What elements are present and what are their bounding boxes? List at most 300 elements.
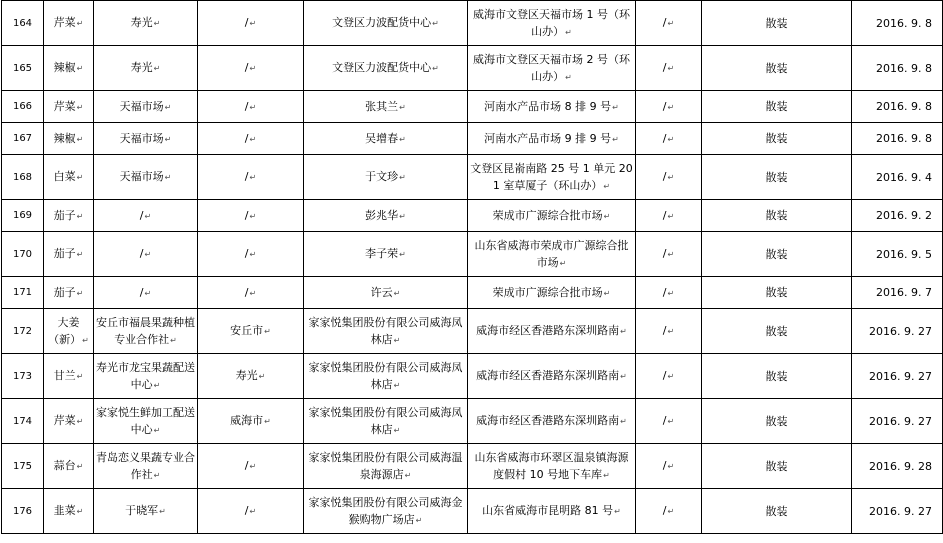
table-body	[2, 1, 943, 534]
date-cell	[852, 489, 943, 534]
product-name-cell	[44, 200, 94, 232]
paragraph-mark-icon: ↵	[249, 102, 257, 112]
origin-cell	[94, 277, 198, 309]
origin-cell-text: /	[139, 208, 144, 222]
paragraph-mark-icon: ↵	[667, 327, 675, 336]
table-row	[2, 309, 943, 354]
row-number-cell-text: 170	[12, 248, 33, 260]
product-name-cell-text: 茄子	[53, 285, 76, 299]
product-name-cell-text: 白菜	[53, 170, 76, 183]
address-cell	[468, 489, 636, 534]
paragraph-mark-icon: ↵	[249, 288, 257, 298]
packaging-cell	[702, 489, 852, 534]
packaging-cell	[702, 444, 852, 489]
paragraph-mark-icon: ↵	[76, 64, 84, 73]
region-cell-text: /	[244, 247, 249, 260]
product-name-cell	[44, 277, 94, 309]
table-row	[2, 277, 943, 309]
origin-cell	[94, 232, 198, 277]
row-number-cell	[2, 232, 44, 277]
product-name-cell	[44, 489, 94, 534]
supplier-cell-text: 家家悦集团股份有限公司威海凤林店	[308, 405, 463, 436]
address-cell-text: 山东省威海市环翠区温泉镇海源度假村 10 号地下车库	[474, 450, 629, 481]
date-cell-text: 2016. 9. 8	[876, 132, 932, 145]
table-row	[2, 46, 943, 91]
supplier-cell-text: 吴增春	[365, 131, 399, 145]
supplier-cell-text: 于文珍	[365, 170, 399, 183]
paragraph-mark-icon: ↵	[76, 173, 84, 182]
paragraph-mark-icon: ↵	[153, 64, 161, 73]
origin-cell-text: /	[139, 247, 144, 260]
region-cell	[198, 200, 304, 232]
row-number-cell-text: 164	[12, 17, 33, 29]
supplier-cell	[304, 354, 468, 399]
paragraph-mark-icon: ↵	[399, 173, 406, 182]
supplier-cell	[304, 309, 468, 354]
region-cell	[198, 444, 304, 489]
region-cell-text: 威海市	[230, 414, 264, 427]
packaging-cell-text: 散装	[765, 132, 788, 145]
origin-cell	[94, 354, 198, 399]
origin-cell	[94, 91, 198, 123]
product-name-cell-text: 蒜台	[53, 459, 76, 472]
paragraph-mark-icon: ↵	[393, 380, 401, 390]
extra-cell	[636, 232, 702, 277]
paragraph-mark-icon: ↵	[82, 335, 89, 345]
origin-cell	[94, 200, 198, 232]
extra-cell-text: /	[662, 247, 667, 260]
supplier-cell-text: 张其兰	[365, 99, 399, 113]
paragraph-mark-icon: ↵	[76, 102, 84, 112]
paragraph-mark-icon: ↵	[153, 470, 161, 480]
paragraph-mark-icon: ↵	[264, 327, 271, 336]
product-name-cell-text: 辣椒	[53, 61, 76, 74]
address-cell	[468, 200, 636, 232]
paragraph-mark-icon: ↵	[164, 134, 172, 144]
region-cell-text: /	[244, 170, 249, 183]
sampling-table	[1, 0, 943, 534]
extra-cell	[636, 309, 702, 354]
product-name-cell	[44, 123, 94, 155]
address-cell-text: 威海市文登区天福市场 1 号（环山办）	[473, 7, 630, 38]
supplier-cell	[304, 489, 468, 534]
packaging-cell	[702, 354, 852, 399]
origin-cell	[94, 123, 198, 155]
paragraph-mark-icon: ↵	[612, 102, 619, 112]
origin-cell	[94, 155, 198, 200]
paragraph-mark-icon: ↵	[667, 288, 675, 298]
origin-cell-text: 天福市场	[119, 170, 164, 183]
paragraph-mark-icon: ↵	[144, 211, 152, 221]
address-cell	[468, 399, 636, 444]
paragraph-mark-icon: ↵	[76, 372, 84, 381]
region-cell	[198, 309, 304, 354]
supplier-cell-text: 许云	[370, 285, 393, 299]
date-cell-text: 2016. 9. 8	[876, 100, 932, 113]
product-name-cell-text: 茄子	[53, 208, 76, 222]
product-name-cell	[44, 354, 94, 399]
extra-cell-text: /	[662, 131, 667, 145]
table-row	[2, 91, 943, 123]
paragraph-mark-icon: ↵	[620, 327, 627, 336]
region-cell	[198, 354, 304, 399]
region-cell-text: /	[244, 459, 249, 472]
supplier-cell-text: 家家悦集团股份有限公司威海金猴购物广场店	[308, 495, 463, 526]
extra-cell	[636, 123, 702, 155]
supplier-cell-text: 文登区力波配货中心	[332, 16, 432, 29]
packaging-cell-text: 散装	[765, 324, 788, 338]
date-cell-text: 2016. 9. 5	[876, 247, 932, 261]
region-cell	[198, 1, 304, 46]
product-name-cell-text: 辣椒	[53, 131, 76, 145]
extra-cell	[636, 91, 702, 123]
origin-cell	[94, 46, 198, 91]
region-cell-text: 安丘市	[230, 324, 264, 337]
address-cell-text: 河南水产品市场 8 排 9 号	[484, 99, 612, 113]
row-number-cell	[2, 489, 44, 534]
product-name-cell	[44, 232, 94, 277]
origin-cell	[94, 399, 198, 444]
address-cell-text: 河南水产品市场 9 排 9 号	[484, 131, 612, 145]
table-row	[2, 444, 943, 489]
paragraph-mark-icon: ↵	[249, 134, 257, 144]
address-cell	[468, 46, 636, 91]
supplier-cell-text: 文登区力波配货中心	[332, 61, 432, 74]
paragraph-mark-icon: ↵	[170, 335, 177, 345]
region-cell	[198, 46, 304, 91]
paragraph-mark-icon: ↵	[404, 470, 412, 480]
product-name-cell	[44, 444, 94, 489]
paragraph-mark-icon: ↵	[159, 507, 166, 516]
packaging-cell	[702, 46, 852, 91]
origin-cell	[94, 444, 198, 489]
origin-cell-text: 天福市场	[119, 99, 164, 113]
row-number-cell-text: 175	[12, 460, 33, 472]
row-number-cell-text: 167	[12, 133, 33, 144]
address-cell-text: 山东省威海市荣成市广源综合批市场	[474, 238, 629, 269]
extra-cell	[636, 155, 702, 200]
extra-cell-text: /	[662, 16, 667, 29]
paragraph-mark-icon: ↵	[667, 372, 675, 381]
packaging-cell-text: 散装	[765, 61, 788, 75]
date-cell-text: 2016. 9. 27	[869, 369, 932, 383]
row-number-cell-text: 172	[12, 325, 33, 337]
paragraph-mark-icon: ↵	[432, 19, 439, 28]
origin-cell-text: 于晓军	[125, 504, 159, 517]
paragraph-mark-icon: ↵	[667, 173, 675, 182]
packaging-cell	[702, 309, 852, 354]
paragraph-mark-icon: ↵	[144, 288, 152, 298]
packaging-cell-text: 散装	[765, 247, 788, 261]
region-cell	[198, 489, 304, 534]
paragraph-mark-icon: ↵	[667, 102, 675, 112]
paragraph-mark-icon: ↵	[144, 250, 152, 259]
paragraph-mark-icon: ↵	[603, 181, 611, 191]
product-name-cell	[44, 91, 94, 123]
paragraph-mark-icon: ↵	[620, 417, 627, 426]
address-cell	[468, 123, 636, 155]
table-row	[2, 354, 943, 399]
row-number-cell	[2, 277, 44, 309]
product-name-cell-text: 大姜（新）	[48, 315, 82, 346]
date-cell-text: 2016. 9. 8	[876, 16, 932, 30]
row-number-cell	[2, 399, 44, 444]
origin-cell-text: 家家悦生鲜加工配送中心	[96, 405, 195, 436]
table-row	[2, 123, 943, 155]
paragraph-mark-icon: ↵	[153, 380, 161, 390]
origin-cell-text: /	[139, 285, 144, 299]
address-cell	[468, 309, 636, 354]
address-cell	[468, 354, 636, 399]
paragraph-mark-icon: ↵	[667, 64, 675, 73]
address-cell	[468, 155, 636, 200]
region-cell-text: 寿光	[235, 369, 258, 382]
paragraph-mark-icon: ↵	[667, 417, 675, 426]
paragraph-mark-icon: ↵	[565, 72, 572, 82]
paragraph-mark-icon: ↵	[249, 250, 257, 259]
extra-cell-text: /	[662, 285, 667, 299]
origin-cell-text: 安丘市福晨果蔬种植专业合作社	[96, 315, 195, 346]
paragraph-mark-icon: ↵	[264, 417, 271, 426]
packaging-cell	[702, 232, 852, 277]
paragraph-mark-icon: ↵	[76, 19, 84, 28]
origin-cell	[94, 1, 198, 46]
paragraph-mark-icon: ↵	[76, 134, 84, 144]
region-cell	[198, 399, 304, 444]
table-row	[2, 399, 943, 444]
paragraph-mark-icon: ↵	[612, 134, 619, 144]
product-name-cell	[44, 309, 94, 354]
extra-cell	[636, 354, 702, 399]
address-cell-text: 荣成市广源综合批市场	[492, 208, 603, 222]
paragraph-mark-icon: ↵	[667, 507, 675, 516]
supplier-cell-text: 家家悦集团股份有限公司威海凤林店	[308, 315, 463, 346]
row-number-cell-text: 165	[12, 62, 33, 74]
address-cell-text: 威海市经区香港路东深圳路南	[476, 324, 620, 337]
region-cell-text: /	[244, 504, 249, 517]
address-cell	[468, 91, 636, 123]
paragraph-mark-icon: ↵	[164, 102, 172, 112]
date-cell	[852, 399, 943, 444]
paragraph-mark-icon: ↵	[249, 173, 257, 182]
supplier-cell	[304, 1, 468, 46]
packaging-cell-text: 散装	[765, 16, 788, 30]
origin-cell-text: 寿光	[130, 16, 153, 29]
paragraph-mark-icon: ↵	[399, 134, 406, 144]
region-cell	[198, 277, 304, 309]
row-number-cell	[2, 46, 44, 91]
row-number-cell	[2, 200, 44, 232]
paragraph-mark-icon: ↵	[153, 425, 161, 435]
supplier-cell	[304, 444, 468, 489]
extra-cell-text: /	[662, 99, 667, 113]
paragraph-mark-icon: ↵	[76, 211, 84, 221]
row-number-cell-text: 168	[12, 171, 33, 183]
product-name-cell-text: 芹菜	[53, 414, 76, 427]
extra-cell-text: /	[662, 170, 667, 183]
packaging-cell-text: 散装	[765, 100, 788, 113]
row-number-cell	[2, 309, 44, 354]
table-row	[2, 155, 943, 200]
extra-cell-text: /	[662, 369, 667, 382]
region-cell-text: /	[244, 16, 249, 29]
product-name-cell-text: 芹菜	[53, 99, 76, 113]
paragraph-mark-icon: ↵	[249, 211, 257, 221]
date-cell-text: 2016. 9. 27	[869, 504, 932, 518]
address-cell	[468, 277, 636, 309]
address-cell-text: 威海市经区香港路东深圳路南	[476, 414, 620, 427]
extra-cell-text: /	[662, 61, 667, 74]
origin-cell-text: 天福市场	[119, 131, 164, 145]
row-number-cell-text: 176	[12, 505, 33, 517]
supplier-cell	[304, 46, 468, 91]
product-name-cell-text: 韭菜	[53, 504, 76, 517]
paragraph-mark-icon: ↵	[249, 64, 257, 73]
origin-cell	[94, 489, 198, 534]
paragraph-mark-icon: ↵	[76, 250, 84, 259]
date-cell	[852, 155, 943, 200]
packaging-cell-text: 散装	[765, 504, 788, 518]
paragraph-mark-icon: ↵	[667, 134, 675, 144]
date-cell	[852, 232, 943, 277]
paragraph-mark-icon: ↵	[153, 19, 161, 28]
row-number-cell-text: 174	[12, 415, 33, 427]
paragraph-mark-icon: ↵	[249, 19, 257, 28]
paragraph-mark-icon: ↵	[432, 64, 439, 73]
region-cell-text: /	[244, 208, 249, 222]
packaging-cell-text: 散装	[765, 170, 788, 184]
paragraph-mark-icon: ↵	[559, 258, 567, 268]
product-name-cell	[44, 1, 94, 46]
date-cell	[852, 309, 943, 354]
supplier-cell	[304, 91, 468, 123]
address-cell	[468, 1, 636, 46]
paragraph-mark-icon: ↵	[399, 211, 406, 221]
region-cell-text: /	[244, 285, 249, 299]
paragraph-mark-icon: ↵	[164, 173, 172, 182]
packaging-cell	[702, 1, 852, 46]
product-name-cell	[44, 399, 94, 444]
extra-cell-text: /	[662, 208, 667, 222]
paragraph-mark-icon: ↵	[603, 470, 610, 480]
paragraph-mark-icon: ↵	[603, 288, 611, 298]
paragraph-mark-icon: ↵	[76, 507, 84, 516]
address-cell	[468, 444, 636, 489]
supplier-cell	[304, 399, 468, 444]
paragraph-mark-icon: ↵	[667, 19, 675, 28]
supplier-cell	[304, 123, 468, 155]
table-row	[2, 232, 943, 277]
supplier-cell-text: 家家悦集团股份有限公司威海温泉海源店	[308, 450, 463, 481]
extra-cell	[636, 444, 702, 489]
row-number-cell	[2, 123, 44, 155]
address-cell-text: 威海市文登区天福市场 2 号（环山办）	[473, 52, 630, 83]
row-number-cell-text: 166	[12, 101, 33, 112]
row-number-cell	[2, 1, 44, 46]
extra-cell	[636, 399, 702, 444]
packaging-cell-text: 散装	[765, 286, 788, 299]
address-cell-text: 文登区昆嵛南路 25 号 1 单元 201 室草厦子（环山办）	[470, 161, 633, 192]
table-row	[2, 489, 943, 534]
row-number-cell-text: 173	[12, 370, 33, 382]
date-cell	[852, 46, 943, 91]
product-name-cell-text: 甘兰	[53, 369, 76, 382]
packaging-cell-text: 散装	[765, 369, 788, 383]
origin-cell-text: 寿光市龙宝果蔬配送中心	[96, 360, 195, 391]
date-cell-text: 2016. 9. 2	[876, 209, 932, 222]
date-cell-text: 2016. 9. 27	[869, 414, 932, 428]
packaging-cell	[702, 200, 852, 232]
paragraph-mark-icon: ↵	[393, 425, 401, 435]
date-cell	[852, 123, 943, 155]
supplier-cell	[304, 232, 468, 277]
paragraph-mark-icon: ↵	[603, 211, 611, 221]
supplier-cell-text: 家家悦集团股份有限公司威海凤林店	[308, 360, 463, 391]
origin-cell-text: 青岛恋义果蔬专业合作社	[96, 450, 195, 481]
date-cell	[852, 354, 943, 399]
paragraph-mark-icon: ↵	[393, 288, 401, 298]
extra-cell-text: /	[662, 504, 667, 517]
date-cell	[852, 200, 943, 232]
paragraph-mark-icon: ↵	[667, 462, 675, 471]
supplier-cell	[304, 155, 468, 200]
extra-cell	[636, 489, 702, 534]
packaging-cell	[702, 399, 852, 444]
extra-cell-text: /	[662, 414, 667, 427]
address-cell-text: 山东省威海市昆明路 81 号	[482, 504, 614, 517]
region-cell	[198, 155, 304, 200]
extra-cell	[636, 277, 702, 309]
paragraph-mark-icon: ↵	[415, 515, 423, 525]
packaging-cell-text: 散装	[765, 459, 788, 473]
origin-cell-text: 寿光	[130, 61, 153, 74]
paragraph-mark-icon: ↵	[76, 462, 84, 471]
paragraph-mark-icon: ↵	[399, 102, 406, 112]
packaging-cell-text: 散装	[765, 209, 788, 222]
paragraph-mark-icon: ↵	[565, 27, 572, 37]
date-cell-text: 2016. 9. 8	[876, 61, 932, 75]
address-cell-text: 威海市经区香港路东深圳路南	[476, 369, 620, 382]
paragraph-mark-icon: ↵	[399, 250, 406, 259]
paragraph-mark-icon: ↵	[76, 417, 84, 426]
product-name-cell	[44, 155, 94, 200]
region-cell	[198, 232, 304, 277]
packaging-cell-text: 散装	[765, 414, 788, 428]
packaging-cell	[702, 155, 852, 200]
extra-cell	[636, 1, 702, 46]
row-number-cell	[2, 155, 44, 200]
paragraph-mark-icon: ↵	[667, 250, 675, 259]
row-number-cell-text: 169	[12, 210, 33, 221]
product-name-cell-text: 芹菜	[53, 16, 76, 29]
packaging-cell	[702, 91, 852, 123]
paragraph-mark-icon: ↵	[667, 211, 675, 221]
region-cell-text: /	[244, 131, 249, 145]
date-cell-text: 2016. 9. 28	[869, 459, 932, 473]
date-cell-text: 2016. 9. 27	[869, 324, 932, 338]
table-row	[2, 1, 943, 46]
date-cell	[852, 277, 943, 309]
paragraph-mark-icon: ↵	[614, 507, 621, 516]
date-cell-text: 2016. 9. 7	[876, 286, 932, 299]
extra-cell-text: /	[662, 459, 667, 472]
row-number-cell-text: 171	[12, 287, 33, 298]
extra-cell-text: /	[662, 324, 667, 337]
region-cell	[198, 91, 304, 123]
extra-cell	[636, 200, 702, 232]
packaging-cell	[702, 277, 852, 309]
supplier-cell	[304, 277, 468, 309]
